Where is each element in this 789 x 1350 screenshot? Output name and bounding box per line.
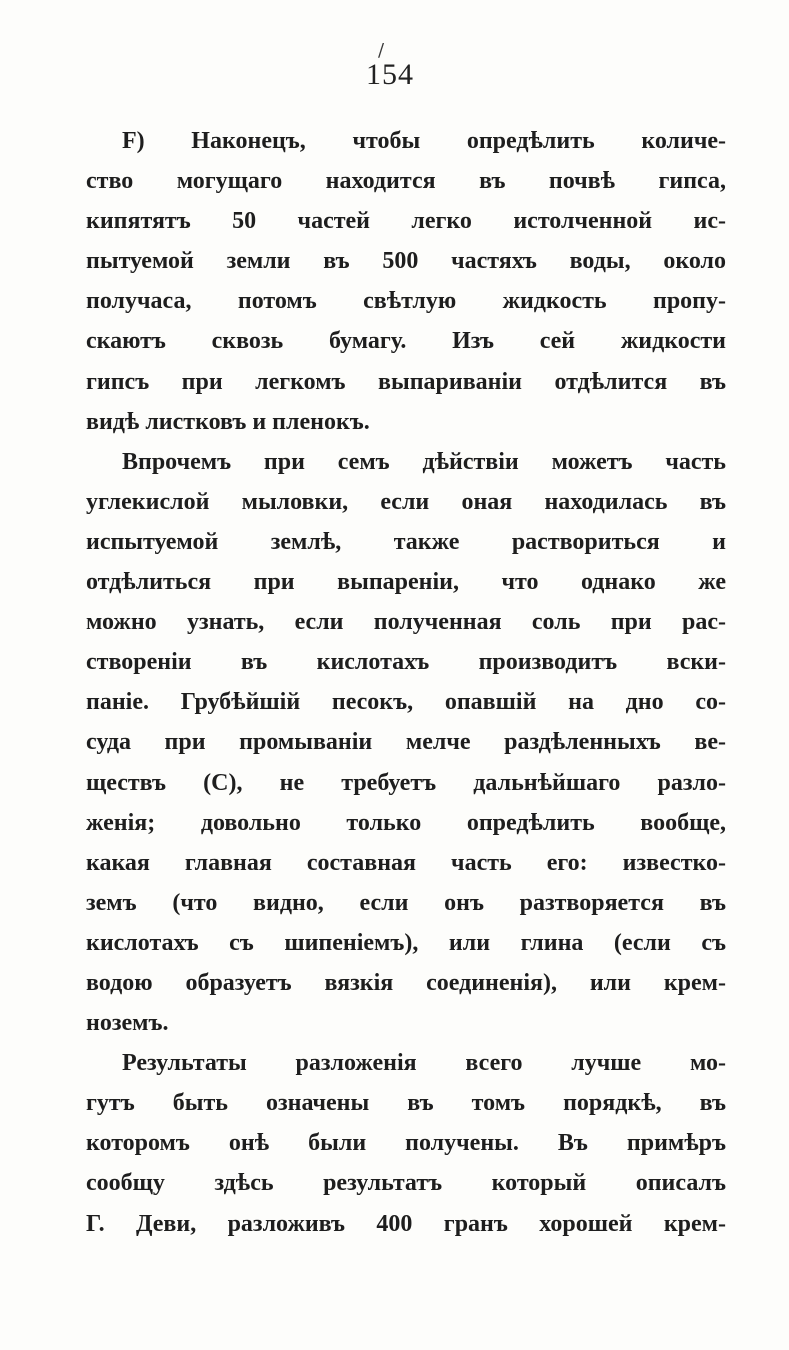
text-line: суда при промываніи мелче раздѣленныхъ ве- [86, 729, 726, 756]
text-line: пытуемой земли въ 500 частяхъ воды, около [86, 248, 726, 275]
text-line: створеніи въ кислотахъ производитъ вски- [86, 649, 726, 676]
text-line: F) Наконецъ, чтобы опредѣлить количе- [122, 128, 726, 154]
text-line: гутъ быть означены въ томъ порядкѣ, въ [86, 1090, 726, 1117]
text-line: которомъ онѣ были получены. Въ примѣръ [86, 1130, 726, 1157]
text-line: кислотахъ съ шипеніемъ), или глина (если съ [86, 929, 726, 956]
text-line: можно узнать, если полученная соль при рас- [86, 609, 726, 636]
body-text [86, 121, 726, 1244]
text-line: Впрочемъ при семъ дѣйствіи можетъ часть [122, 448, 726, 475]
text-line: ство могущаго находится въ почвѣ гипса, [86, 168, 726, 195]
text-line: женія; довольно только опредѣлить вообще, [86, 809, 726, 836]
text-line: какая главная составная часть его: известко- [86, 849, 726, 876]
text-line: паніе. Грубѣйшій песокъ, опавшій на дно со- [86, 689, 726, 716]
text-line: испытуемой землѣ, также раствориться и [86, 528, 726, 555]
text-line: земъ (что видно, если онъ разтворяется въ [86, 889, 726, 916]
text-line: водою образуетъ вязкія соединенія), или крем- [86, 969, 726, 996]
text-line: сообщу здѣсь результатъ который описалъ [86, 1170, 726, 1197]
text-line: ноземъ. [86, 1010, 169, 1037]
page-mark: / [378, 40, 385, 61]
text-line: видѣ листковъ и пленокъ. [86, 408, 370, 435]
text-line: кипятятъ 50 частей легко истолченной ис- [86, 208, 726, 235]
text-line: скаютъ сквозь бумагу. Изъ сей жидкости [86, 328, 726, 355]
text-line: Г. Деви, разложивъ 400 гранъ хорошей крем- [86, 1210, 726, 1237]
text-line: гипсъ при легкомъ выпариваніи отдѣлится въ [86, 368, 726, 395]
page-number: 154 [366, 58, 414, 91]
text-line: углекислой мыловки, если оная находилась въ [86, 488, 726, 515]
text-line: ществъ (C), не требуетъ дальнѣйшаго разло- [86, 769, 726, 796]
text-line: отдѣлиться при выпареніи, что однако же [86, 569, 726, 596]
text-line: Результаты разложенія всего лучше мо- [122, 1050, 726, 1077]
text-line: получаса, потомъ свѣтлую жидкость пропу- [86, 288, 726, 315]
